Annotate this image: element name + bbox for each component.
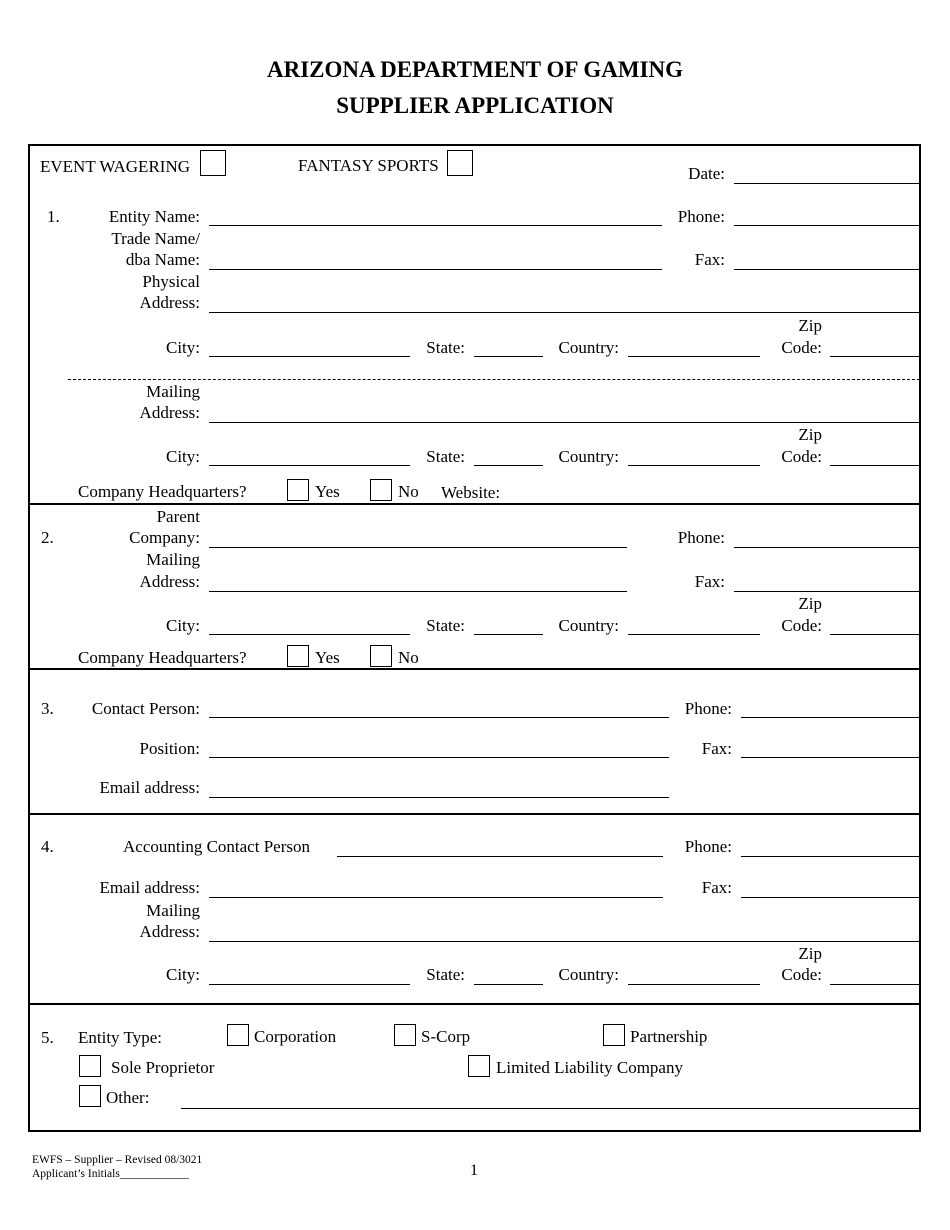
- parent-mailing-label-1: Mailing: [146, 550, 200, 569]
- partnership-label: Partnership: [630, 1027, 708, 1046]
- s-corp-checkbox[interactable]: [394, 1024, 416, 1046]
- parent-company-field[interactable]: [209, 547, 627, 548]
- zip-label-1: Zip: [798, 316, 822, 335]
- sole-proprietor-label: Sole Proprietor: [111, 1058, 215, 1077]
- contact-email-field[interactable]: [209, 797, 669, 798]
- parent-hq-no-checkbox[interactable]: [370, 645, 392, 667]
- sole-proprietor-checkbox[interactable]: [79, 1055, 101, 1077]
- position-label: Position:: [139, 739, 200, 758]
- hq-yes-checkbox[interactable]: [287, 479, 309, 501]
- state-field[interactable]: [474, 356, 543, 357]
- parent-company-label-2: Company:: [129, 528, 200, 547]
- event-wagering-checkbox[interactable]: [200, 150, 226, 176]
- section-divider-2: [28, 503, 921, 505]
- mailing-zip-label-1: Zip: [798, 425, 822, 444]
- city-label: City:: [165, 338, 200, 357]
- dba-name-field[interactable]: [209, 269, 662, 270]
- parent-fax-field[interactable]: [734, 591, 920, 592]
- hq-label: Company Headquarters?: [78, 482, 247, 501]
- parent-mailing-label-2: Address:: [139, 572, 200, 591]
- physical-address-label-2: Address:: [139, 293, 200, 312]
- mailing-address-label-2: Address:: [139, 403, 200, 422]
- state-label: State:: [426, 338, 465, 357]
- mailing-state-field[interactable]: [474, 465, 543, 466]
- mailing-city-label: City:: [165, 447, 200, 466]
- fax-label: Fax:: [694, 250, 725, 269]
- entity-name-field[interactable]: [209, 225, 662, 226]
- section-divider-4: [28, 813, 921, 815]
- llc-checkbox[interactable]: [468, 1055, 490, 1077]
- accounting-phone-label: Phone:: [684, 837, 732, 856]
- parent-fax-label: Fax:: [694, 572, 725, 591]
- s-corp-label: S-Corp: [421, 1027, 471, 1046]
- applicant-initials: Applicant’s Initials____________: [32, 1168, 189, 1180]
- section-divider-3: [28, 668, 921, 670]
- parent-city-label: City:: [165, 616, 200, 635]
- accounting-city-field[interactable]: [209, 984, 410, 985]
- parent-zip-label-2: Code:: [781, 616, 822, 635]
- partnership-checkbox[interactable]: [603, 1024, 625, 1046]
- country-field[interactable]: [628, 356, 760, 357]
- parent-zip-field[interactable]: [830, 634, 920, 635]
- fax-field[interactable]: [734, 269, 920, 270]
- accounting-email-label: Email address:: [99, 878, 200, 897]
- accounting-country-field[interactable]: [628, 984, 760, 985]
- other-checkbox[interactable]: [79, 1085, 101, 1107]
- accounting-fax-label: Fax:: [701, 878, 732, 897]
- contact-fax-field[interactable]: [741, 757, 920, 758]
- entity-type-label: Entity Type:: [78, 1028, 162, 1047]
- section-1-number: 1.: [47, 207, 60, 226]
- website-label: Website:: [441, 483, 501, 502]
- accounting-fax-field[interactable]: [741, 897, 920, 898]
- accounting-zip-field[interactable]: [830, 984, 920, 985]
- accounting-mailing-label-2: Address:: [139, 922, 200, 941]
- parent-state-label: State:: [426, 616, 465, 635]
- hq-no-label: No: [398, 482, 419, 501]
- parent-hq-yes-checkbox[interactable]: [287, 645, 309, 667]
- form-title: SUPPLIER APPLICATION: [336, 93, 614, 118]
- page-number: 1: [470, 1162, 478, 1179]
- accounting-zip-label-2: Code:: [781, 965, 822, 984]
- country-label: Country:: [558, 338, 619, 357]
- trade-name-label: Trade Name/: [111, 229, 200, 248]
- section-3-number: 3.: [41, 699, 54, 718]
- accounting-contact-field[interactable]: [337, 856, 663, 857]
- mailing-country-label: Country:: [558, 447, 619, 466]
- fantasy-sports-checkbox[interactable]: [447, 150, 473, 176]
- phone-label: Phone:: [677, 207, 725, 226]
- physical-address-label-1: Physical: [142, 272, 200, 291]
- llc-label: Limited Liability Company: [496, 1058, 683, 1077]
- zip-field[interactable]: [830, 356, 920, 357]
- parent-zip-label-1: Zip: [798, 594, 822, 613]
- section-divider-5: [28, 1003, 921, 1005]
- phone-field[interactable]: [734, 225, 920, 226]
- parent-hq-yes-label: Yes: [315, 648, 340, 667]
- section-2-number: 2.: [41, 528, 54, 547]
- hq-yes-label: Yes: [315, 482, 340, 501]
- position-field[interactable]: [209, 757, 669, 758]
- contact-person-label: Contact Person:: [91, 699, 200, 718]
- parent-country-label: Country:: [558, 616, 619, 635]
- parent-mailing-field[interactable]: [209, 591, 627, 592]
- accounting-phone-field[interactable]: [741, 856, 920, 857]
- accounting-state-field[interactable]: [474, 984, 543, 985]
- accounting-contact-label: Accounting Contact Person: [123, 837, 310, 856]
- contact-phone-label: Phone:: [684, 699, 732, 718]
- physical-address-field[interactable]: [209, 312, 920, 313]
- accounting-city-label: City:: [165, 965, 200, 984]
- section-5-number: 5.: [41, 1028, 54, 1047]
- parent-hq-no-label: No: [398, 648, 419, 667]
- corporation-checkbox[interactable]: [227, 1024, 249, 1046]
- accounting-email-field[interactable]: [209, 897, 663, 898]
- corporation-label: Corporation: [254, 1027, 337, 1046]
- zip-label-2: Code:: [781, 338, 822, 357]
- date-label: Date:: [688, 164, 725, 183]
- accounting-state-label: State:: [426, 965, 465, 984]
- mailing-address-label-1: Mailing: [146, 382, 200, 401]
- entity-name-label: Entity Name:: [108, 207, 200, 226]
- other-label: Other:: [106, 1088, 150, 1107]
- contact-phone-field[interactable]: [741, 717, 920, 718]
- event-wagering-label: EVENT WAGERING: [40, 157, 190, 176]
- parent-phone-field[interactable]: [734, 547, 920, 548]
- mailing-zip-field[interactable]: [830, 465, 920, 466]
- parent-phone-label: Phone:: [677, 528, 725, 547]
- parent-state-field[interactable]: [474, 634, 543, 635]
- accounting-mailing-label-1: Mailing: [146, 901, 200, 920]
- hq-no-checkbox[interactable]: [370, 479, 392, 501]
- agency-title: ARIZONA DEPARTMENT OF GAMING: [267, 57, 683, 82]
- parent-country-field[interactable]: [628, 634, 760, 635]
- revision-note: EWFS – Supplier – Revised 08/3021: [32, 1154, 203, 1166]
- fantasy-sports-label: FANTASY SPORTS: [298, 156, 439, 175]
- contact-email-label: Email address:: [99, 778, 200, 797]
- parent-company-label-1: Parent: [156, 507, 200, 526]
- accounting-country-label: Country:: [558, 965, 619, 984]
- accounting-mailing-field[interactable]: [209, 941, 920, 942]
- dba-name-label: dba Name:: [125, 250, 200, 269]
- accounting-zip-label-1: Zip: [798, 944, 822, 963]
- mailing-country-field[interactable]: [628, 465, 760, 466]
- mailing-address-field[interactable]: [209, 422, 920, 423]
- parent-hq-label: Company Headquarters?: [78, 648, 247, 667]
- mailing-city-field[interactable]: [209, 465, 410, 466]
- other-field[interactable]: [181, 1108, 920, 1109]
- mailing-state-label: State:: [426, 447, 465, 466]
- dashed-separator: [68, 379, 920, 380]
- city-field[interactable]: [209, 356, 410, 357]
- date-field[interactable]: [734, 183, 920, 184]
- parent-city-field[interactable]: [209, 634, 410, 635]
- contact-person-field[interactable]: [209, 717, 669, 718]
- mailing-zip-label-2: Code:: [781, 447, 822, 466]
- contact-fax-label: Fax:: [701, 739, 732, 758]
- section-4-number: 4.: [41, 837, 54, 856]
